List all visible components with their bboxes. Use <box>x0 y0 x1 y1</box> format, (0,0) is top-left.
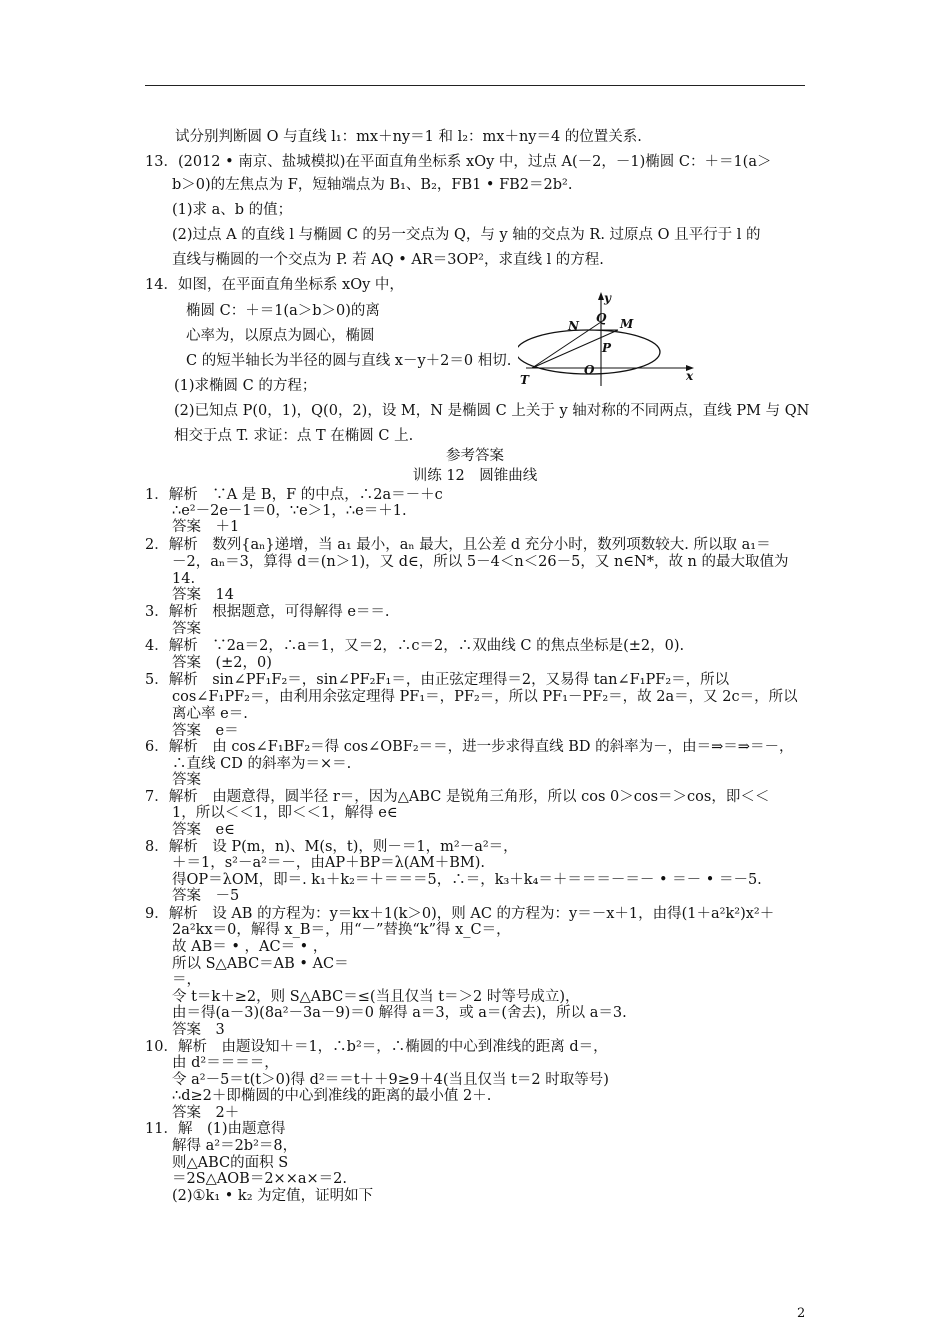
question-line: (2)已知点 P(0，1)，Q(0，2)，设 M，N 是椭圆 C 上关于 y 轴对称的不同两点，直线 PM 与 QN <box>174 403 810 419</box>
ellipse-figure <box>518 288 698 388</box>
answer-line: 答案 (±2，0) <box>172 655 272 671</box>
answer-line: 7．解析 由题意得，圆半径 r＝，因为△ABC 是锐角三角形，所以 cos 0＞cos＝＞cos，即＜＜ <box>145 789 770 805</box>
question-line: 试分别判断圆 O 与直线 l₁：mx＋ny＝1 和 l₂：mx＋ny＝4 的位置关系. <box>175 129 642 145</box>
answer-line: 答案 2＋ <box>172 1105 240 1121</box>
question-line: (1)求椭圆 C 的方程； <box>174 378 317 394</box>
answer-line: ＝， <box>172 972 201 988</box>
answer-line: 故 AB＝ • ，AC＝ • ， <box>172 939 328 955</box>
label-x: x <box>686 369 694 383</box>
answer-line: ＝2S△AOB＝2××a×＝2. <box>172 1171 347 1187</box>
answer-line: 5．解析 sin∠PF₁F₂＝，sin∠PF₂F₁＝，由正弦定理得＝2，又易得 tan∠F₁PF₂＝，所以 <box>145 672 730 688</box>
answer-line: 由＝得(a－3)(8a²－3a－9)＝0 解得 a＝3，或 a＝(舍去)，所以 a＝3. <box>172 1005 627 1021</box>
question-line: 心率为，以原点为圆心，椭圆 <box>186 328 375 344</box>
question-line: 14．如图，在平面直角坐标系 xOy 中， <box>145 277 404 293</box>
answer-line: 3．解析 根据题意，可得解得 e＝＝. <box>145 604 390 620</box>
line-tq <box>532 322 601 368</box>
answer-line: cos∠F₁PF₂＝，由利用余弦定理得 PF₁＝，PF₂＝，所以 PF₁－PF₂＝，故 2a＝，又 2c＝，所以 <box>172 689 798 705</box>
answer-line: 8．解析 设 P(m，n)、M(s，t)，则－＝1，m²－a²＝， <box>145 839 518 855</box>
question-line: C 的短半轴长为半径的圆与直线 x－y＋2＝0 相切. <box>186 353 512 369</box>
answer-line: 令 t＝k＋≥2，则 S△ABC＝≤(当且仅当 t＝＞2 时等号成立)， <box>172 989 580 1005</box>
question-line: 直线与椭圆的一个交点为 P. 若 AQ • AR＝3OP²，求直线 l 的方程. <box>172 252 604 268</box>
label-t: T <box>520 373 529 387</box>
answer-line: 答案 －5 <box>172 888 240 904</box>
answer-line: 答案 ＋1 <box>172 519 240 535</box>
answer-line: 14. <box>172 571 196 587</box>
answer-line: 答案 <box>172 772 201 788</box>
answer-line: －2，aₙ＝3，算得 d＝(n＞1)，又 d∈，所以 5－4＜n＜26－5，又 n∈N*，故 n 的最大取值为 <box>172 554 789 570</box>
answer-line: 得OP＝λOM，即＝. k₁＋k₂＝＋＝＝＝5，∴＝，k₃＋k₄＝＋＝＝＝－＝－ • ＝－ • ＝－5. <box>172 872 762 888</box>
answer-subtitle: 训练 12 圆锥曲线 <box>412 468 538 484</box>
answer-line: 6．解析 由 cos∠F₁BF₂＝得 cos∠OBF₂＝＝，进一步求得直线 BD 的斜率为－，由＝⇒＝⇒＝－， <box>145 739 794 755</box>
answer-line: 2．解析 数列{aₙ}递增，当 a₁ 最小，aₙ 最大，且公差 d 充分小时，数列项数较大. 所以取 a₁＝ <box>145 537 771 553</box>
answer-line: 离心率 e＝. <box>172 706 248 722</box>
header-rule <box>145 85 805 86</box>
answer-line: 1．解析 ∵A 是 B，F 的中点，∴2a＝－＋c <box>145 487 443 503</box>
question-line: (2)过点 A 的直线 l 与椭圆 C 的另一交点为 Q，与 y 轴的交点为 R. 过原点 O 且平行于 l 的 <box>172 227 761 243</box>
answer-line: (2)①k₁ • k₂ 为定值，证明如下 <box>172 1188 374 1204</box>
answer-line: 令 a²－5＝t(t＞0)得 d²＝＝t＋＋9≥9＋4(当且仅当 t＝2 时取等号) <box>172 1072 609 1088</box>
label-n: N <box>568 319 579 333</box>
question-line: 椭圆 C：＋＝1(a＞b＞0)的离 <box>186 303 380 319</box>
answer-title: 参考答案 <box>446 448 504 464</box>
answer-line: 答案 <box>172 621 201 637</box>
label-m: M <box>620 317 634 331</box>
answer-line: 4．解析 ∵2a＝2，∴a＝1，又＝2，∴c＝2，∴双曲线 C 的焦点坐标是(±2，0). <box>145 638 685 654</box>
question-line: b＞0)的左焦点为 F，短轴端点为 B₁、B₂，FB1 • FB2＝2b². <box>172 177 573 193</box>
answer-line: ∴e²－2e－1＝0，∵e＞1，∴e＝＋1. <box>172 503 407 519</box>
question-line: 相交于点 T. 求证：点 T 在椭圆 C 上. <box>174 428 414 444</box>
answer-line: 11．解 (1)由题意得 <box>145 1121 286 1137</box>
answer-line: 所以 S△ABC＝AB • AC＝ <box>172 956 349 972</box>
answer-line: ＋＝1，s²－a²＝－，由AP＋BP＝λ(AM＋BM). <box>172 855 486 871</box>
answer-line: 2a²kx＝0，解得 x_B＝，用“－”替换“k”得 x_C＝， <box>172 922 511 938</box>
answer-line: 由 d²＝＝＝＝， <box>172 1055 279 1071</box>
answer-line: 答案 e∈ <box>172 822 235 838</box>
answer-line: 10．解析 由题设知＋＝1，∴b²＝，∴椭圆的中心到准线的距离 d＝， <box>145 1039 608 1055</box>
answer-line: ∴d≥2＋即椭圆的中心到准线的距离的最小值 2＋. <box>172 1088 492 1104</box>
label-o: O <box>584 363 595 377</box>
question-line: 13．(2012 • 南京、盐城模拟)在平面直角坐标系 xOy 中，过点 A(－2，－1)椭圆 C：＋＝1(a＞ <box>145 154 772 170</box>
label-q: Q <box>596 311 607 325</box>
answer-line: 答案 3 <box>172 1022 225 1038</box>
answer-line: 答案 14 <box>172 587 234 603</box>
label-y: y <box>604 291 611 305</box>
label-p: P <box>602 341 612 355</box>
answer-line: 解得 a²＝2b²＝8， <box>172 1138 298 1154</box>
answer-line: 则△ABC的面积 S <box>172 1155 289 1171</box>
answer-line: 1，所以＜＜1，即＜＜1，解得 e∈ <box>172 805 398 821</box>
answer-line: ∴直线 CD 的斜率为＝×＝. <box>172 756 352 772</box>
question-line: (1)求 a、b 的值； <box>172 202 293 218</box>
answer-line: 9．解析 设 AB 的方程为：y＝kx＋1(k＞0)，则 AC 的方程为：y＝－x＋1，由得(1＋a²k²)x²＋ <box>145 906 775 922</box>
answer-line: 答案 e＝ <box>172 723 239 739</box>
page-number: 2 <box>797 1306 806 1321</box>
